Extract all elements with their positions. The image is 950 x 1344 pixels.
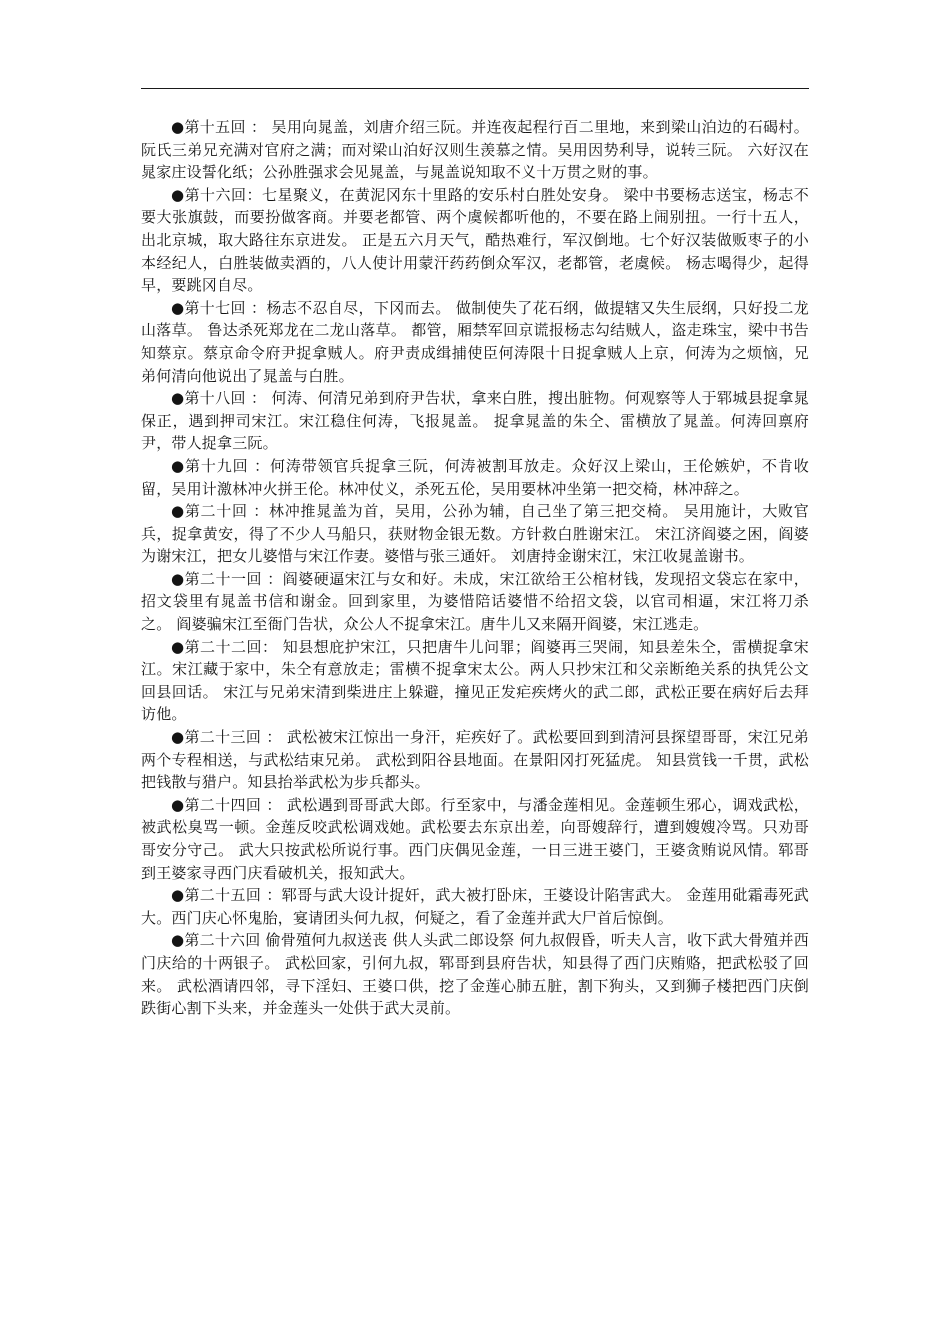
paragraph-chapter-23: ●第二十三回 ： 武松被宋江惊出一身汗，疟疾好了。武松要回到到清河县探望哥哥，宋江兄弟两个专程相送，与武松结束兄弟。 武松到阳谷县地面。在景阳冈打死猛虎。 知县赏钱一千贯，武松把钱散与猎户。知县抬举武松为步兵都头。 [141,728,809,792]
paragraph-chapter-17: ●第十七回 ：杨志不忍自尽，下冈而去。 做制使失了花石纲，做提辖又失生辰纲，只好投二龙山落草。 鲁达杀死郑龙在二龙山落草。 都管，厢禁军回京谎报杨志勾结贼人，盗走珠宝，梁中书告知蔡京。蔡京命令府尹捉拿贼人。府尹责成缉捕使臣何涛限十日捉拿贼人上京，何涛为之烦恼，兄弟何清向他说出了晁盖与白胜。 [141,298,809,385]
paragraph-chapter-26: ●第二十六回 偷骨殖何九叔送丧 供人头武二郎设祭 何九叔假昏，听夫人言，收下武大骨殖并西门庆给的十两银子。 武松回家，引何九叔，郓哥到县府告状，知县得了西门庆贿赂，把武松驳了回来。 武松酒请四邻，寻下淫妇、王婆口供，挖了金莲心肺五脏，割下狗头，又到狮子楼把西门庆倒跌街心割下头来，并金莲头一处供于武大灵前。 [141,931,809,1018]
paragraph-chapter-15: ●第十五回 ： 吴用向晁盖，刘唐介绍三阮。并连夜起程行百二里地，来到梁山泊边的石碣村。 阮氏三弟兄充满对官府之满；而对梁山泊好汉则生羡慕之情。吴用因势利导，说转三阮。 六好汉在晁家庄设誓化纸；公孙胜强求会见晁盖，与晁盖说知取不义十万贯之财的事。 [141,118,809,182]
header-rule [141,88,809,89]
paragraph-chapter-19: ●第十九回 ：何涛带领官兵捉拿三阮，何涛被割耳放走。众好汉上梁山，王伦嫉妒，不肯收留，吴用计激林冲火拼王伦。林冲仗义，杀死五伦，吴用要林冲坐第一把交椅，林冲辞之。 [141,456,809,498]
paragraph-chapter-18: ●第十八回 ： 何涛、何清兄弟到府尹告状，拿来白胜，搜出脏物。何观察等人于郓城县捉拿晁保正，遇到押司宋江。宋江稳住何涛，飞报晁盖。 捉拿晁盖的朱仝、雷横放了晁盖。何涛回禀府尹，带人捉拿三阮。 [141,389,809,453]
paragraph-chapter-22: ●第二十二回： 知县想庇护宋江，只把唐牛儿问罪；阎婆再三哭闹，知县差朱仝，雷横捉拿宋江。宋江藏于家中，朱仝有意放走；雷横不捉拿宋太公。两人只抄宋江和父亲断绝关系的执凭公文回县回话。 宋江与兄弟宋清到柴进庄上躲避，撞见正发疟疾烤火的武二郎，武松正要在病好后去拜访他。 [141,637,809,724]
document-body [141,116,809,1020]
paragraph-chapter-16: ●第十六回：七星聚义，在黄泥冈东十里路的安乐村白胜处安身。 梁中书要杨志送宝，杨志不要大张旗鼓，而要扮做客商。并要老都管、两个虞候都听他的，不要在路上闹别扭。一行十五人，出北京城，取大路往东京进发。 正是五六月天气，酷热难行，军汉倒地。七个好汉装做贩枣子的小本经纪人，白胜装做卖酒的，八人使计用蒙汗药药倒众军汉，老都管，老虞候。 杨志喝得少，起得早，要跳冈自尽。 [141,185,809,295]
paragraph-chapter-25: ●第二十五回 ：郓哥与武大设计捉奸，武大被打卧床，王婆设计陷害武大。 金莲用砒霜毒死武大。西门庆心怀鬼胎，宴请团头何九叔，何疑之，看了金莲并武大尸首后惊倒。 [141,886,809,927]
paragraph-chapter-24: ●第二十四回 ： 武松遇到哥哥武大郎。行至家中，与潘金莲相见。金莲顿生邪心，调戏武松，被武松臭骂一顿。金莲反咬武松调戏她。武松要去东京出差，向哥嫂辞行，遭到嫂嫂冷骂。只劝哥哥安分守己。 武大只按武松所说行事。西门庆偶见金莲，一日三进王婆门，王婆贪贿说风情。郓哥到王婆家寻西门庆看破机关，报知武大。 [141,795,809,882]
paragraph-chapter-21: ●第二十一回 ：阎婆硬逼宋江与女和好。未成，宋江欲给王公棺材钱，发现招文袋忘在家中，招文袋里有晁盖书信和谢金。回到家里，为婆惜陪话婆惜不给招文袋，以官司相逼，宋江将刀杀之。 阎婆骗宋江至衙门告状，众公人不捉拿宋江。唐牛儿又来隔开阎婆，宋江逃走。 [141,569,809,634]
paragraph-chapter-20: ●第二十回 ：林冲推晁盖为首，吴用，公孙为辅，自己坐了第三把交椅。 吴用施计，大败官兵，捉拿黄安，得了不少人马船只，获财物金银无数。方针救白胜谢宋江。 宋江济阎婆之困，阎婆为谢宋江，把女儿婆惜与宋江作妻。婆惜与张三通奸。 刘唐持金谢宋江，宋江收晁盖谢书。 [141,502,809,566]
